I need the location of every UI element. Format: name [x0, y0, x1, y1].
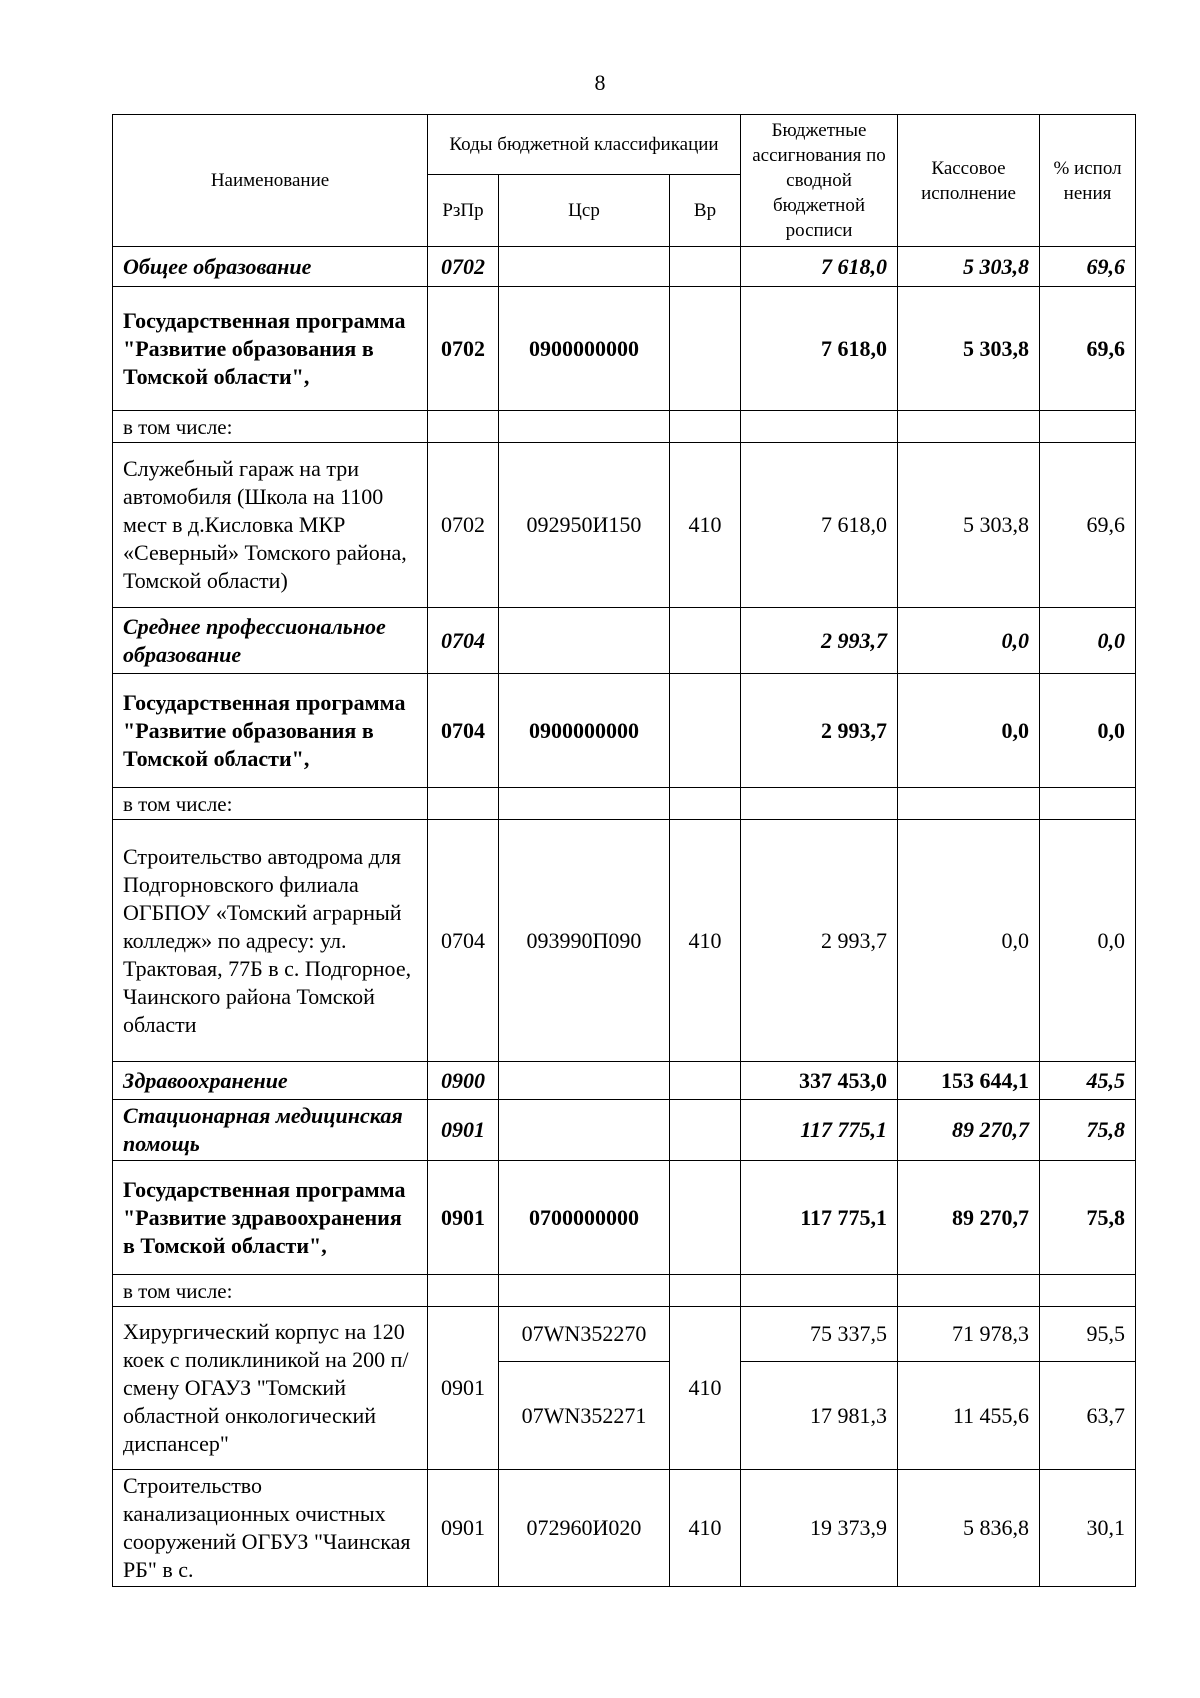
row-cash: 5 303,8 — [898, 443, 1040, 608]
row-csr: 092950И150 — [499, 443, 670, 608]
row-pct: 75,8 — [1040, 1161, 1136, 1275]
header-budget: Бюджетные ассигнования по сводной бюджетной росписи — [741, 115, 898, 247]
row-name: Среднее профессиональное образование — [113, 608, 428, 674]
row-pct: 63,7 — [1040, 1362, 1136, 1470]
row-cash: 5 836,8 — [898, 1470, 1040, 1587]
row-rzpr: 0702 — [428, 287, 499, 411]
table-row — [113, 411, 1136, 443]
row-pct: 69,6 — [1040, 247, 1136, 287]
row-budget: 7 618,0 — [741, 443, 898, 608]
row-cash: 5 303,8 — [898, 287, 1040, 411]
row-cash: 89 270,7 — [898, 1161, 1040, 1275]
row-pct: 95,5 — [1040, 1307, 1136, 1362]
row-rzpr: 0901 — [428, 1307, 499, 1470]
row-vr — [670, 1062, 741, 1100]
row-rzpr: 0901 — [428, 1100, 499, 1161]
row-cash: 153 644,1 — [898, 1062, 1040, 1100]
header-rzpr: РзПр — [428, 175, 499, 247]
row-budget: 337 453,0 — [741, 1062, 898, 1100]
row-cash: 11 455,6 — [898, 1362, 1040, 1470]
row-csr — [499, 1062, 670, 1100]
row-csr — [499, 247, 670, 287]
row-name: Хирургический корпус на 120 коек с поликлиникой на 200 п/смену ОГАУЗ "Томский областной онкологический диспансер" — [113, 1307, 428, 1470]
row-csr: 0700000000 — [499, 1161, 670, 1275]
row-pct: 0,0 — [1040, 674, 1136, 788]
row-csr — [499, 608, 670, 674]
row-pct: 0,0 — [1040, 820, 1136, 1062]
budget-table — [112, 114, 1136, 1587]
row-name: в том числе: — [113, 1275, 428, 1307]
row-budget: 7 618,0 — [741, 247, 898, 287]
row-pct: 30,1 — [1040, 1470, 1136, 1587]
row-budget: 2 993,7 — [741, 674, 898, 788]
row-budget: 117 775,1 — [741, 1100, 898, 1161]
row-budget: 17 981,3 — [741, 1362, 898, 1470]
row-name: в том числе: — [113, 411, 428, 443]
row-pct: 75,8 — [1040, 1100, 1136, 1161]
row-csr: 07WN352271 — [499, 1362, 670, 1470]
row-rzpr: 0704 — [428, 674, 499, 788]
row-cash: 71 978,3 — [898, 1307, 1040, 1362]
row-vr: 410 — [670, 1470, 741, 1587]
row-csr: 0900000000 — [499, 674, 670, 788]
row-rzpr: 0704 — [428, 820, 499, 1062]
table-row — [113, 608, 1136, 674]
row-vr — [670, 1100, 741, 1161]
row-vr: 410 — [670, 443, 741, 608]
row-budget: 19 373,9 — [741, 1470, 898, 1587]
row-csr — [499, 1100, 670, 1161]
header-cash: Кассовое исполнение — [898, 115, 1040, 247]
row-pct: 0,0 — [1040, 608, 1136, 674]
row-budget: 7 618,0 — [741, 287, 898, 411]
header-pct: % испол нения — [1040, 115, 1136, 247]
row-vr — [670, 608, 741, 674]
row-vr: 410 — [670, 820, 741, 1062]
row-vr — [670, 287, 741, 411]
row-csr: 093990П090 — [499, 820, 670, 1062]
row-budget: 75 337,5 — [741, 1307, 898, 1362]
row-name: Государственная программа "Развитие образования в Томской области", — [113, 674, 428, 788]
header-codes-group: Коды бюджетной классификации — [428, 115, 741, 175]
row-name: Строительство автодрома для Подгорновского филиала ОГБПОУ «Томский аграрный колледж» по адресу: ул. Трактовая, 77Б в с. Подгорное, Чаинского района Томской области — [113, 820, 428, 1062]
row-budget: 2 993,7 — [741, 820, 898, 1062]
row-pct: 69,6 — [1040, 443, 1136, 608]
row-rzpr: 0704 — [428, 608, 499, 674]
row-csr: 07WN352270 — [499, 1307, 670, 1362]
row-cash: 0,0 — [898, 820, 1040, 1062]
row-cash: 89 270,7 — [898, 1100, 1040, 1161]
row-vr — [670, 247, 741, 287]
row-budget: 117 775,1 — [741, 1161, 898, 1275]
header-csr: Цср — [499, 175, 670, 247]
row-csr: 072960И020 — [499, 1470, 670, 1587]
table-row — [113, 1275, 1136, 1307]
row-name: Государственная программа "Развитие здравоохранения в Томской области", — [113, 1161, 428, 1275]
row-csr: 0900000000 — [499, 287, 670, 411]
row-cash: 5 303,8 — [898, 247, 1040, 287]
header-name: Наименование — [113, 115, 428, 247]
table-row — [113, 1307, 1136, 1362]
row-rzpr: 0702 — [428, 443, 499, 608]
table-row — [113, 443, 1136, 608]
row-rzpr: 0901 — [428, 1161, 499, 1275]
row-rzpr: 0901 — [428, 1470, 499, 1587]
row-rzpr: 0900 — [428, 1062, 499, 1100]
row-name: Стационарная медицинская помощь — [113, 1100, 428, 1161]
page-number: 8 — [594, 70, 606, 95]
row-cash: 0,0 — [898, 608, 1040, 674]
row-vr: 410 — [670, 1307, 741, 1470]
row-name: в том числе: — [113, 788, 428, 820]
row-vr — [670, 1161, 741, 1275]
table-row — [113, 247, 1136, 287]
header-vr: Вр — [670, 175, 741, 247]
table-row — [113, 820, 1136, 1062]
table-row — [113, 1470, 1136, 1587]
row-name: Строительство канализационных очистных сооружений ОГБУЗ "Чаинская РБ" в с. — [113, 1470, 428, 1587]
table-row — [113, 1100, 1136, 1161]
row-name: Здравоохранение — [113, 1062, 428, 1100]
table-row — [113, 788, 1136, 820]
row-budget: 2 993,7 — [741, 608, 898, 674]
row-name: Государственная программа "Развитие образования в Томской области", — [113, 287, 428, 411]
table-row — [113, 674, 1136, 788]
row-rzpr: 0702 — [428, 247, 499, 287]
table-row — [113, 1161, 1136, 1275]
table-row — [113, 287, 1136, 411]
row-pct: 45,5 — [1040, 1062, 1136, 1100]
row-name: Общее образование — [113, 247, 428, 287]
row-vr — [670, 674, 741, 788]
row-cash: 0,0 — [898, 674, 1040, 788]
row-pct: 69,6 — [1040, 287, 1136, 411]
row-name: Служебный гараж на три автомобиля (Школа на 1100 мест в д.Кисловка МКР «Северный» Томского района, Томской области) — [113, 443, 428, 608]
table-row — [113, 1062, 1136, 1100]
